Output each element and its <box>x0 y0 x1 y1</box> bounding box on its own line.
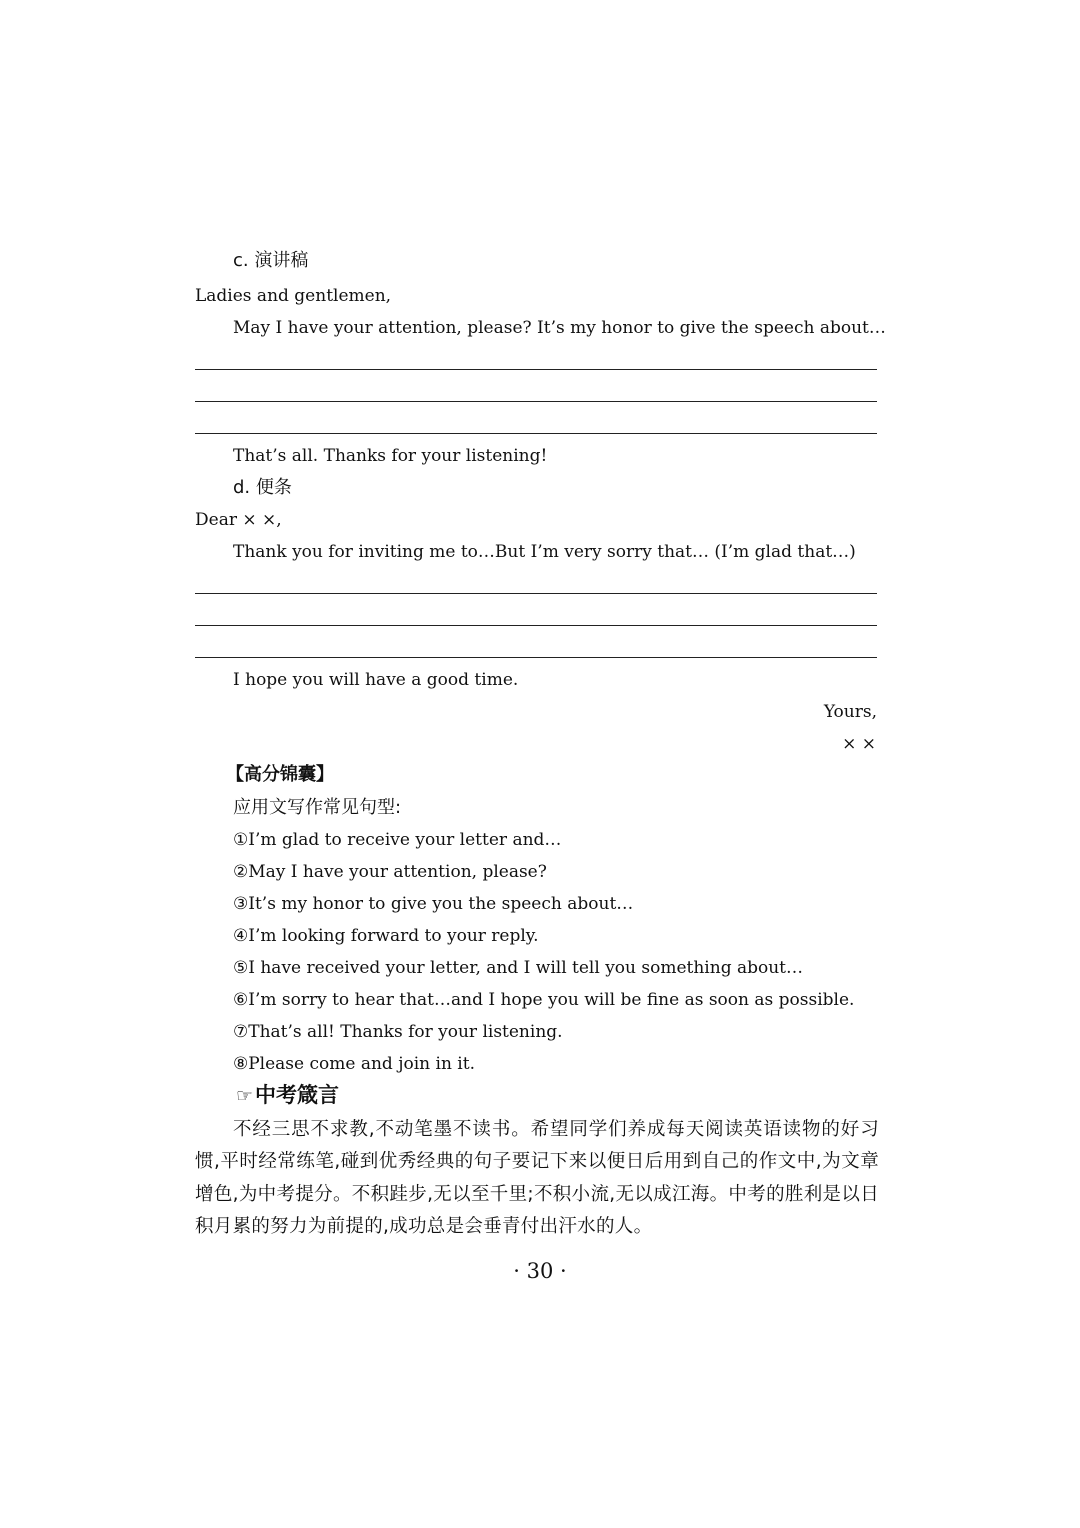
writing-line <box>195 657 877 658</box>
writing-line <box>195 369 877 370</box>
writing-line <box>195 401 877 402</box>
section-c-closing: That’s all. Thanks for your listening! <box>233 446 548 466</box>
tips-item: ⑦That’s all! Thanks for your listening. <box>233 1022 563 1042</box>
section-d-heading: d. 便条 <box>233 477 292 498</box>
writing-line <box>195 625 877 626</box>
motto-title: 中考箴言 <box>255 1083 340 1107</box>
section-d-opening: Thank you for inviting me to…But I’m very sorry that… (I’m glad that…) <box>233 542 856 562</box>
section-d-signature: × × <box>842 734 876 754</box>
writing-line <box>195 433 877 434</box>
writing-line <box>195 593 877 594</box>
page-number: · 30 · <box>513 1259 567 1283</box>
tips-intro: 应用文写作常见句型: <box>233 797 402 818</box>
section-c-greeting: Ladies and gentlemen, <box>195 286 392 306</box>
motto-heading <box>236 1083 339 1108</box>
section-d-closing: I hope you will have a good time. <box>233 670 519 690</box>
tips-item: ⑧Please come and join in it. <box>233 1054 475 1074</box>
pointing-hand-icon: ☞ <box>236 1085 254 1107</box>
tips-item: ⑥I’m sorry to hear that…and I hope you will be fine as soon as possible. <box>233 990 855 1010</box>
motto-paragraph: 不经三思不求教,不动笔墨不读书。希望同学们养成每天阅读英语读物的好习惯,平时经常练笔,碰到优秀经典的句子要记下来以便日后用到自己的作文中,为文章增色,为中考提分。不积跬步,无以至千里;不积小流,无以成江海。中考的胜利是以日积月累的努力为前提的,成功总是会垂青付出汗水的人。 <box>195 1119 879 1237</box>
tips-title: 【高分锦囊】 <box>226 764 334 785</box>
tips-item: ②May I have your attention, please? <box>233 862 547 882</box>
section-d-signoff: Yours, <box>823 702 877 722</box>
section-d-greeting: Dear × ×, <box>195 510 282 530</box>
section-c-heading: c. 演讲稿 <box>233 250 309 271</box>
tips-item: ③It’s my honor to give you the speech about… <box>233 894 634 914</box>
section-c-opening: May I have your attention, please? It’s my honor to give the speech about… <box>233 318 886 338</box>
tips-item: ①I’m glad to receive your letter and… <box>233 830 562 850</box>
tips-item: ④I’m looking forward to your reply. <box>233 926 539 946</box>
tips-item: ⑤I have received your letter, and I will tell you something about… <box>233 958 804 978</box>
